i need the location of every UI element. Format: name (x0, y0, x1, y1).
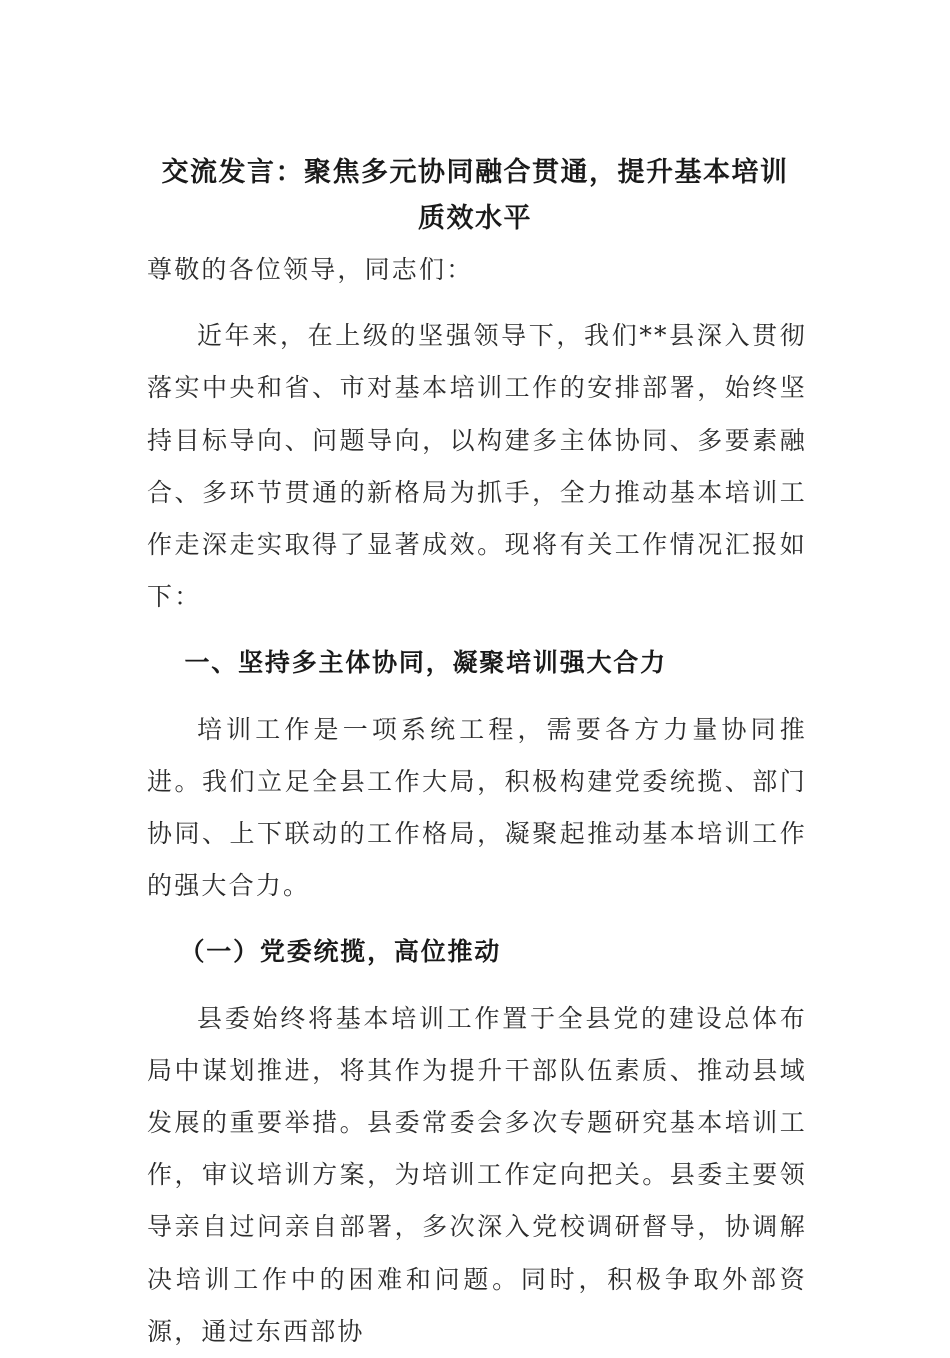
subsection-paragraph-1: 县委始终将基本培训工作置于全县党的建设总体布局中谋划推进，将其作为提升干部队伍素质、推动县域发展的重要举措。县委常委会多次专题研究基本培训工作，审议培训方案，为培训工作定向把关。县委主要领导亲自过问亲自部署，多次深入党校调研督导，协调解决培训工作中的困难和问题。同时，积极争取外部资源，通过东西部协 (147, 1003, 807, 1346)
section-heading-1: 一、坚持多主体协同，凝聚培训强大合力 (184, 648, 667, 678)
document-body (147, 244, 807, 1358)
document-title: 交流发言：聚焦多元协同融合贯通，提升基本培训质效水平 (161, 157, 789, 234)
intro-paragraph: 近年来，在上级的坚强领导下，我们**县深入贯彻落实中央和省、市对基本培训工作的安排部署，始终坚持目标导向、问题导向，以构建多主体协同、多要素融合、多环节贯通的新格局为抓手，全力推动基本培训工作走深走实取得了显著成效。现将有关工作情况汇报如下： (147, 321, 807, 612)
section-paragraph-1: 培训工作是一项系统工程，需要各方力量协同推进。我们立足全县工作大局，积极构建党委统揽、部门协同、上下联动的工作格局，凝聚起推动基本培训工作的强大合力。 (147, 714, 807, 901)
salutation: 尊敬的各位领导，同志们： (147, 255, 474, 284)
subsection-heading-1: （一）党委统揽，高位推动 (179, 937, 502, 967)
